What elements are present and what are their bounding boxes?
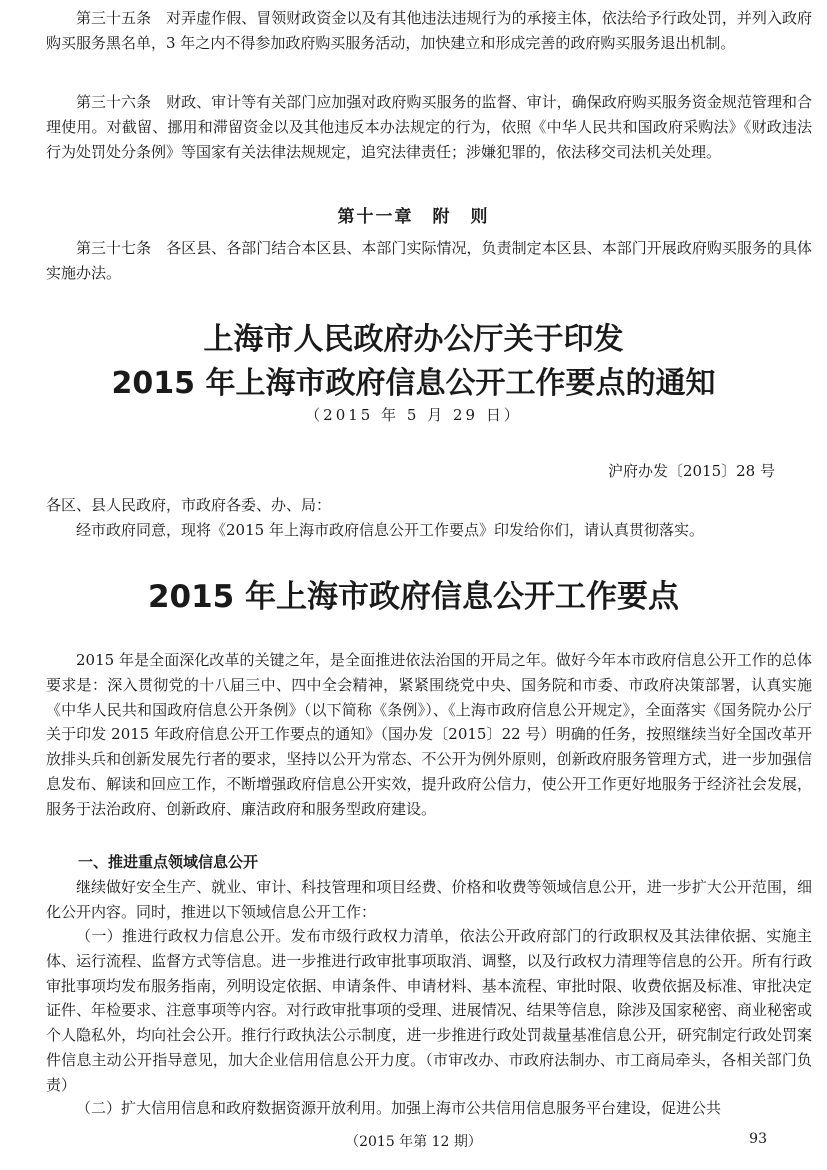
recipients: 各区、县人民政府，市政府各委、办、局：	[46, 496, 332, 514]
item-2-paragraph: （二）扩大信用信息和政府数据资源开放利用。加强上海市公共信用信息服务平台建设，促进公共	[76, 1099, 722, 1117]
footer-issue: （2015 年第 12 期）	[345, 1134, 482, 1150]
notice-title-line1: 上海市人民政府办公厅关于印发	[203, 322, 624, 357]
chapter-heading: 第十一章 附 则	[337, 207, 490, 227]
notice-body: 经市政府同意，现将《2015 年上海市政府信息公开工作要点》印发给你们，请认真贯彻落实。	[76, 521, 704, 539]
article-37: 第三十七条 各区县、各部门结合本区县、本部门实际情况，负责制定本区县、本部门开展政府购买服务的具体实施办法。	[46, 239, 812, 282]
main-title: 2015 年上海市政府信息公开工作要点	[147, 579, 680, 615]
article-36: 第三十六条 财政、审计等有关部门应加强对政府购买服务的监督、审计，确保政府购买服务资金规范管理和合理使用。对截留、挪用和滞留资金以及其他违反本办法规定的行为，依照《中华人民共和国政府采购法》《财政违法行为处罚处分条例》等国家有关法律法规规定，追究法律责任；涉嫌犯罪的，依法移交司法机关处理。	[46, 93, 812, 161]
section-1-heading: 一、推进重点领域信息公开	[78, 853, 259, 871]
section-1-paragraph: 继续做好安全生产、就业、审计、科技管理和项目经费、价格和收费等领域信息公开，进一步扩大公开范围，细化公开内容。同时，推进以下领域信息公开工作：	[46, 878, 812, 921]
intro-paragraph: 2015 年是全面深化改革的关键之年，是全面推进依法治国的开局之年。做好今年本市政府信息公开工作的总体要求是：深入贯彻党的十八届三中、四中全会精神，紧紧围绕党中央、国务院和市委、市政府决策部署，认真实施《中华人民共和国政府信息公开条例》（以下简称《条例》）、《上海市政府信息公开规定》，全面落实《国务院办公厅关于印发 2015 年政府信息公开工作要点的通知》（国办发〔2015〕22 号）明确的任务，按照继续当好全国改革开放排头兵和创新发展先行者的要求，坚持以公开为常态、不公开为例外原则，创新政府服务管理方式，进一步加强信息发布、解读和回应工作，不断增强政府信息公开实效，提升政府公信力，使公开工作更好地服务于经济社会发展，服务于法治政府、创新政府、廉洁政府和服务型政府建设。	[46, 651, 812, 818]
document-number: 沪府办发〔2015〕28 号	[607, 462, 775, 480]
page-number: 93	[749, 1131, 767, 1147]
notice-date: （2015 年 5 月 29 日）	[305, 406, 522, 424]
article-35: 第三十五条 对弄虚作假、冒领财政资金以及有其他违法违规行为的承接主体，依法给予行政处罚，并列入政府购买服务黑名单，3 年之内不得参加政府购买服务活动，加快建立和形成完善的政府购买服务退出机制。	[46, 9, 812, 52]
notice-title-line2: 2015 年上海市政府信息公开工作要点的通知	[111, 366, 716, 401]
item-1-paragraph: （一）推进行政权力信息公开。发布市级行政权力清单，依法公开政府部门的行政职权及其法律依据、实施主体、运行流程、监督方式等信息。进一步推进行政审批事项取消、调整，以及行政权力清理等信息的公开。所有行政审批事项均发布服务指南，列明设定依据、申请条件、申请材料、基本流程、审批时限、收费依据及标准、审批决定证件、年检要求、注意事项等内容。对行政审批事项的受理、进展情况、结果等信息，除涉及国家秘密、商业秘密或个人隐私外，均向社会公开。推行行政执法公示制度，进一步推进行政处罚裁量基准信息公开，研究制定行政处罚案件信息主动公开指导意见，加大企业信用信息公开力度。（市审改办、市政府法制办、市工商局牵头，各相关部门负责）	[46, 927, 812, 1094]
